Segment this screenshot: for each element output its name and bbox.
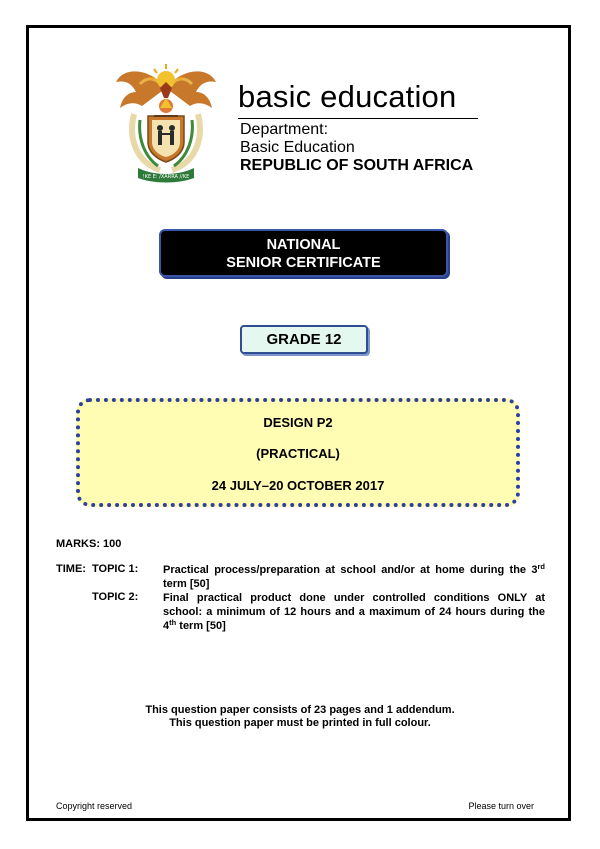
brand-name: basic education [238, 79, 457, 114]
marks-total: MARKS: 100 [56, 538, 122, 550]
paper-type: (PRACTICAL) [256, 446, 340, 461]
topic-2-label: TOPIC 2: [92, 591, 139, 603]
turn-over-notice: Please turn over [468, 801, 534, 811]
grade-badge: GRADE 12 [240, 325, 368, 354]
topic-1-superscript: rd [537, 562, 545, 571]
coat-of-arms-icon [110, 58, 222, 184]
page-count-note: This question paper consists of 23 pages and 1 addendum. [145, 704, 455, 716]
topic-2-text-a: Final practical product done under controlled conditions ONLY at school: a minimum of 12 hours and a maximum of 24 hours during the 4 [163, 592, 545, 632]
certificate-title-box [159, 229, 448, 277]
country-name: REPUBLIC OF SOUTH AFRICA [240, 157, 474, 174]
time-label: TIME: [56, 563, 86, 575]
copyright-notice: Copyright reserved [56, 801, 133, 811]
topic-1-description [163, 563, 545, 591]
topic-1-text-a: Practical process/preparation at school and/or at home during the 3 [163, 564, 538, 576]
brand-underline [238, 118, 478, 119]
topic-2-superscript: th [169, 618, 177, 627]
subject-title: DESIGN P2 [263, 415, 333, 430]
topic-1-text-b: term [50] [163, 578, 210, 590]
topic-2-description [163, 591, 545, 633]
department-name: Basic Education [240, 139, 355, 156]
department-label: Department: [240, 121, 329, 138]
print-colour-note: This question paper must be printed in full colour. [169, 717, 431, 729]
subject-box [76, 398, 520, 507]
topic-1-label: TOPIC 1: [92, 563, 139, 575]
exam-dates: 24 JULY–20 OCTOBER 2017 [211, 478, 385, 493]
certificate-line-2: SENIOR CERTIFICATE [226, 255, 381, 271]
certificate-line-1: NATIONAL [266, 237, 341, 253]
topic-2-text-b: term [50] [176, 620, 226, 632]
svg-text:!KE E: /XARRA //KE: !KE E: /XARRA //KE [142, 174, 190, 180]
